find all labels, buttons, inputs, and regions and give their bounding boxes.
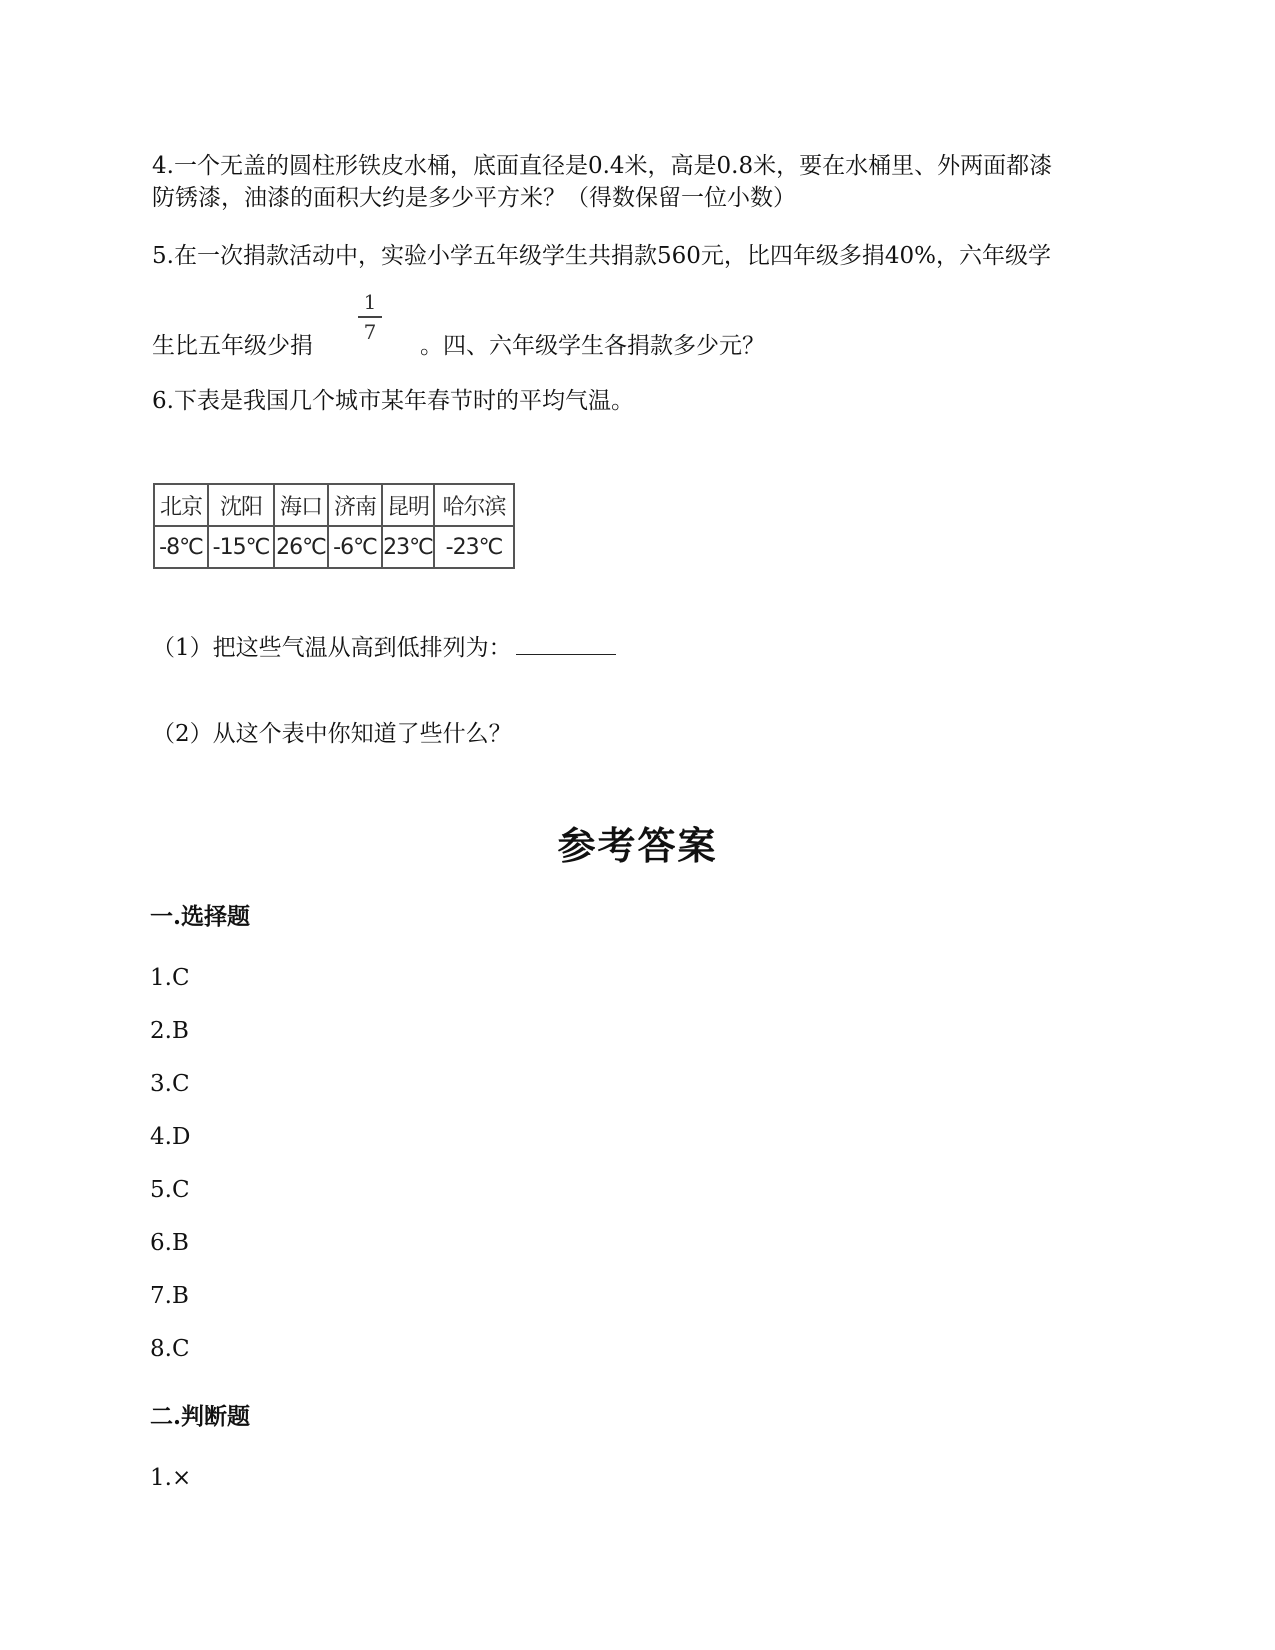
question-5-line-1: 5.在一次捐款活动中，实验小学五年级学生共捐款560元，比四年级多捐40%，六年级学 [152,243,1051,269]
table-row-temps [154,526,514,568]
table-cell-temp: 26℃ [274,526,328,568]
question-5-line-2-end: 。四、六年级学生各捐款多少元？ [420,333,765,359]
section-heading-choice: 一.选择题 [150,903,251,930]
fraction-denominator: 7 [363,319,377,344]
temperature-table [153,483,515,569]
table-cell-temp: -8℃ [154,526,208,568]
answer-blank [516,630,616,655]
question-6-sub-1 [152,630,616,664]
answer-item: 5.C [150,1177,190,1203]
table-cell-temp: -23℃ [434,526,514,568]
question-4-line-2: 防锈漆，油漆的面积大约是多少平方米？（得数保留一位小数） [152,185,796,211]
question-6-sub-1-text: （1）把这些气温从高到低排列为： [152,635,512,661]
question-4-line-1: 4.一个无盖的圆柱形铁皮水桶，底面直径是0.4米，高是0.8米，要在水桶里、外两面都漆 [152,153,1053,179]
answer-item: 3.C [150,1071,190,1097]
answer-item: 4.D [150,1124,191,1150]
table-cell-temp: -15℃ [208,526,274,568]
table-cell-city: 沈阳 [208,484,274,526]
question-5-line-2-start: 生比五年级少捐 [152,333,313,359]
fraction-bar [358,316,382,318]
answer-item: 2.B [150,1018,189,1044]
table-cell-city: 海口 [274,484,328,526]
question-6-sub-2: （2）从这个表中你知道了些什么？ [152,721,512,747]
table-cell-city: 北京 [154,484,208,526]
question-6-intro: 6.下表是我国几个城市某年春节时的平均气温。 [152,388,634,414]
table-cell-temp: -6℃ [328,526,382,568]
table-cell-temp: 23℃ [382,526,434,568]
answer-item: 1.C [150,965,190,991]
section-heading-judge: 二.判断题 [150,1403,251,1430]
fraction-numerator: 1 [363,290,377,314]
table-cell-city: 哈尔滨 [434,484,514,526]
answers-title: 参考答案 [557,823,718,868]
table-row-cities [154,484,514,526]
answer-item: 1.× [150,1465,192,1491]
answer-item: 7.B [150,1283,189,1309]
fraction-one-seventh [358,290,382,344]
table-cell-city: 昆明 [382,484,434,526]
answer-item: 6.B [150,1230,189,1256]
answer-item: 8.C [150,1336,190,1362]
table-cell-city: 济南 [328,484,382,526]
